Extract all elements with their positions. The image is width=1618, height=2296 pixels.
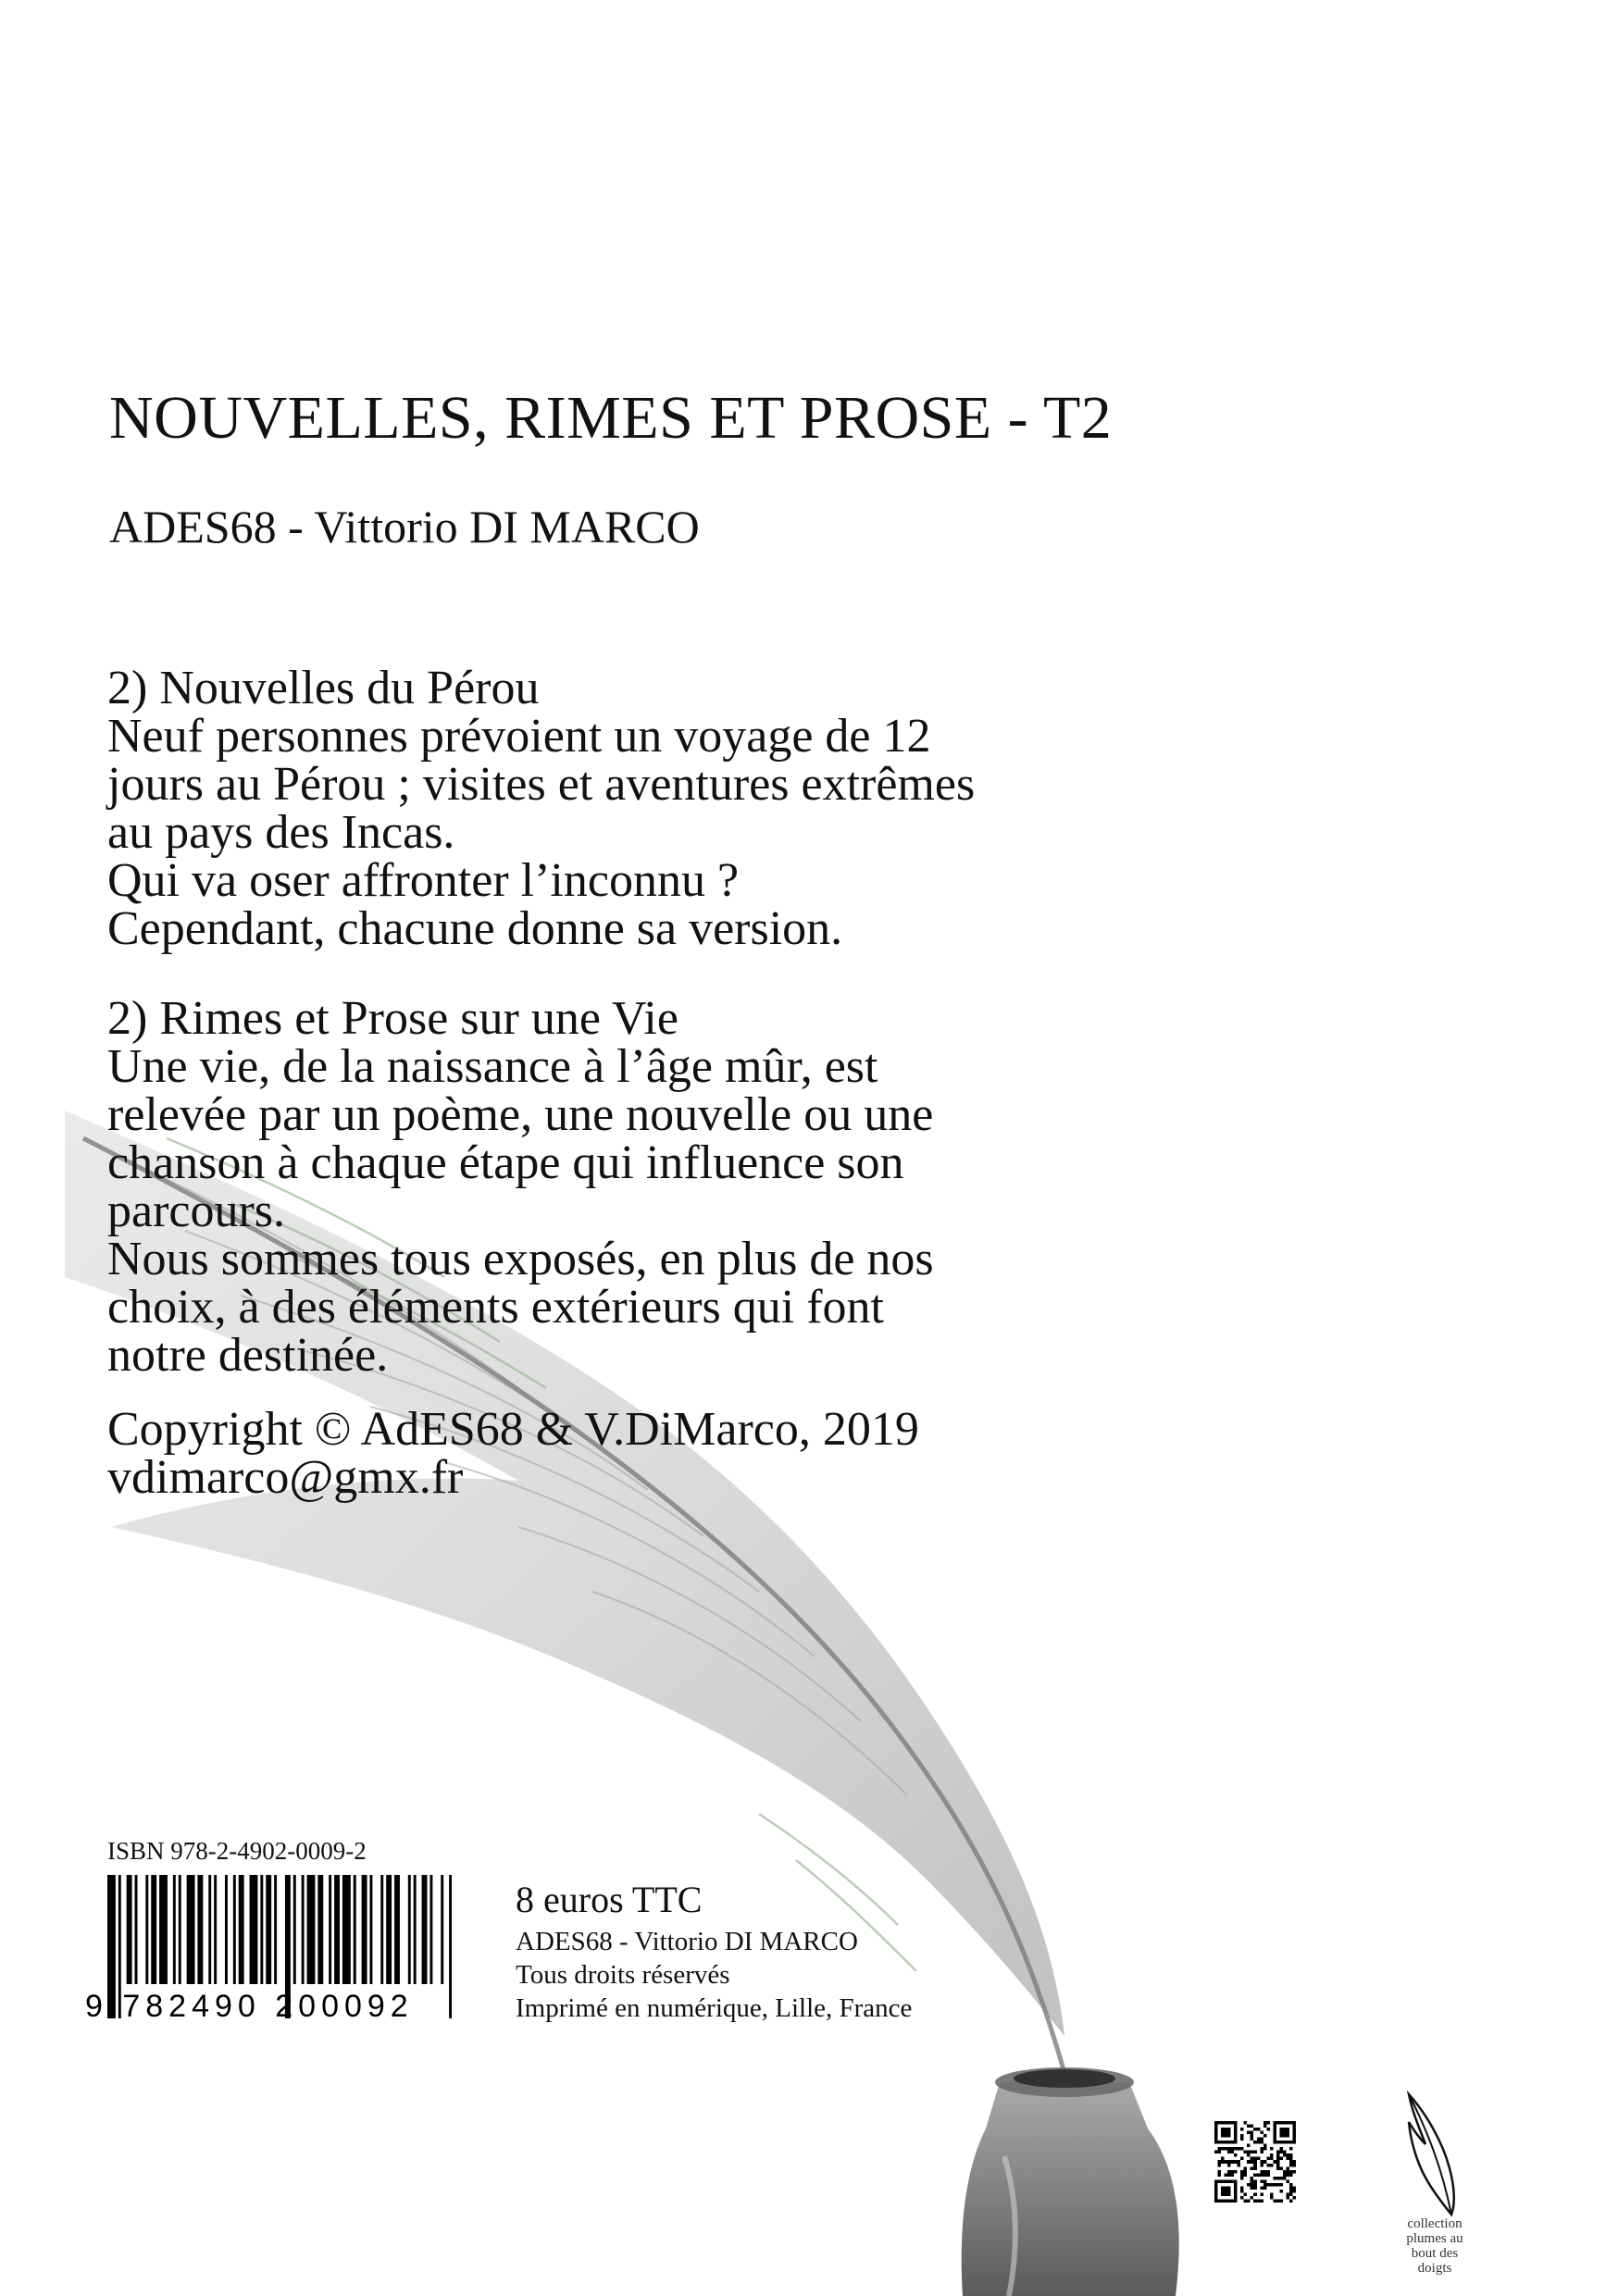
publisher-line: ADES68 - Vittorio DI MARCO bbox=[516, 1927, 858, 1956]
section-line: Cependant, chacune donne sa version. bbox=[107, 902, 843, 955]
isbn-label: ISBN 978-2-4902-0009-2 bbox=[107, 1837, 367, 1865]
section-line: Une vie, de la naissance à l’âge mûr, est bbox=[107, 1040, 878, 1093]
section-line: jours au Pérou ; visites et aventures extrêmes bbox=[107, 758, 976, 811]
price-label: 8 euros TTC bbox=[516, 1879, 703, 1920]
collection-label: collection plumes au bout des doigts bbox=[1406, 2216, 1463, 2276]
section-line: Nous sommes tous exposés, en plus de nos bbox=[107, 1233, 934, 1285]
summary-rimes-et-prose bbox=[107, 992, 1311, 1382]
contact-email: vdimarco@gmx.fr bbox=[107, 1451, 464, 1504]
printing-line: Imprimé en numérique, Lille, France bbox=[516, 1993, 913, 2023]
section-line: notre destinée. bbox=[107, 1329, 389, 1382]
section-line: Neuf personnes prévoient un voyage de 12 bbox=[107, 710, 931, 763]
book-author: ADES68 - Vittorio DI MARCO bbox=[109, 501, 700, 552]
summary-nouvelles-du-perou bbox=[107, 664, 1311, 953]
copyright-notice: Copyright © AdES68 & V.DiMarco, 2019 bbox=[107, 1403, 919, 1456]
section-line: Qui va oser affronter l’inconnu ? bbox=[107, 854, 740, 907]
section-line: au pays des Incas. bbox=[107, 806, 455, 859]
section-line: parcours. bbox=[107, 1185, 286, 1237]
section-line: chanson à chaque étape qui influence son bbox=[107, 1136, 904, 1189]
rights-line: Tous droits réservés bbox=[516, 1960, 730, 1990]
section-line: choix, à des éléments extérieurs qui font bbox=[107, 1281, 884, 1334]
section-line: relevée par un poème, une nouvelle ou une bbox=[107, 1088, 934, 1141]
qr-code-icon bbox=[1214, 2121, 1296, 2203]
legal-block bbox=[516, 1925, 912, 2025]
section-heading: 2) Rimes et Prose sur une Vie bbox=[107, 992, 678, 1045]
barcode-digits: 9 782490 200092 bbox=[85, 1989, 414, 2024]
section-heading: 2) Nouvelles du Pérou bbox=[107, 662, 540, 714]
book-title: NOUVELLES, RIMES ET PROSE - T2 bbox=[109, 384, 1113, 452]
copyright-block bbox=[107, 1403, 1311, 1504]
